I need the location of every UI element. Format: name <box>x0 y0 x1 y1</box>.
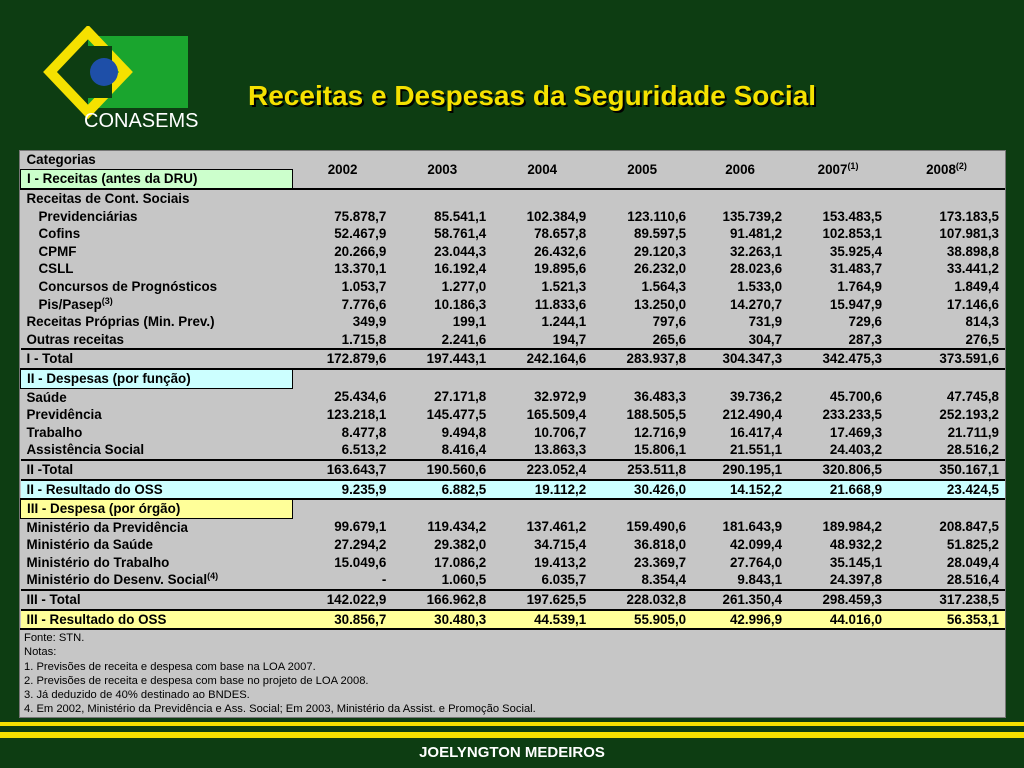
table-cell: 2.241,6 <box>441 331 487 347</box>
table-cell: 261.350,4 <box>692 590 788 610</box>
table-cell: 1.849,4 <box>954 278 999 294</box>
table-cell <box>492 499 592 518</box>
table-cell: 349,9 <box>352 314 387 330</box>
table-row <box>21 460 1006 480</box>
table-cell: 19.895,6 <box>534 261 587 277</box>
table-cell: 342.475,3 <box>788 349 888 369</box>
table-cell: 290.195,1 <box>692 460 788 480</box>
table-cell: 27.171,8 <box>434 389 487 405</box>
table-cell: 1.521,3 <box>541 278 587 294</box>
table-notes <box>20 628 1005 717</box>
table-cell: 31.483,7 <box>829 261 883 277</box>
row-label: Saúde <box>26 389 67 405</box>
table-cell: 11.833,6 <box>534 296 587 312</box>
table-cell <box>888 189 1005 208</box>
table-cell: 212.490,4 <box>722 407 783 423</box>
table-cell <box>492 189 592 208</box>
table-cell: 20.266,9 <box>334 243 387 259</box>
table-cell: 33.441,2 <box>946 261 999 277</box>
table-cell: 197.625,5 <box>492 590 592 610</box>
table-cell: 8.416,4 <box>441 442 487 458</box>
table-cell: 166.962,8 <box>392 590 492 610</box>
table-cell: 135.739,2 <box>722 208 783 224</box>
row-label: Previdência <box>26 407 102 423</box>
table-cell: 25.434,6 <box>334 389 387 405</box>
table-cell: 99.679,1 <box>334 519 387 535</box>
row-label: Assistência Social <box>26 442 145 458</box>
table-cell <box>888 369 1005 388</box>
table-cell <box>592 499 692 518</box>
table-cell: 28.516,4 <box>946 572 999 588</box>
table-cell: 287,3 <box>848 331 883 347</box>
table-cell: 1.060,5 <box>441 572 487 588</box>
note-line: Notas: <box>24 646 57 659</box>
table-cell: 23.424,5 <box>888 480 1005 500</box>
table-cell: 30.426,0 <box>592 480 692 500</box>
table-cell: 1.764,9 <box>837 278 883 294</box>
table-cell: 21.711,9 <box>947 424 999 440</box>
table-cell: 17.146,6 <box>946 296 999 312</box>
table-cell: 9.843,1 <box>737 572 783 588</box>
table-row <box>21 480 1006 500</box>
table-row <box>21 571 1006 590</box>
table-cell: 45.700,6 <box>829 389 883 405</box>
year-header: 2004 <box>527 161 558 177</box>
table-cell: 165.509,4 <box>526 407 587 423</box>
table-cell: - <box>381 572 387 588</box>
table-cell <box>592 189 692 208</box>
table-cell: 153.483,5 <box>822 208 883 224</box>
table-row <box>21 349 1006 369</box>
table-cell: 194,7 <box>552 331 587 347</box>
note-line: 4. Em 2002, Ministério da Previdência e Ass. Social; Em 2003, Ministério da Assist. e Promoção Social. <box>24 703 536 716</box>
row-label: Ministério da Saúde <box>26 537 153 553</box>
row-label: Receitas de Cont. Sociais <box>21 189 293 208</box>
table-cell: 35.145,1 <box>829 554 883 570</box>
table-cell: 304,7 <box>748 331 783 347</box>
table-cell: 38.898,8 <box>946 243 999 259</box>
table-cell: 9.235,9 <box>292 480 392 500</box>
table-cell <box>692 369 788 388</box>
table-cell: 159.490,6 <box>626 519 687 535</box>
table-cell: 199,1 <box>452 314 487 330</box>
table-cell: 32.972,9 <box>534 389 587 405</box>
table-cell: 137.461,2 <box>526 519 587 535</box>
row-label: II - Despesas (por função) <box>21 369 293 388</box>
table-cell: 197.443,1 <box>392 349 492 369</box>
table-cell: 1.053,7 <box>341 278 387 294</box>
table-cell: 142.022,9 <box>292 590 392 610</box>
footer-author: JOELYNGTON MEDEIROS <box>0 738 1024 768</box>
table-cell: 252.193,2 <box>939 407 999 423</box>
year-header: 2006 <box>725 161 755 177</box>
table-cell: 172.879,6 <box>292 349 392 369</box>
table-cell: 102.853,1 <box>822 226 883 242</box>
table-cell: 145.477,5 <box>426 407 487 423</box>
table-row <box>21 536 1006 554</box>
data-table-panel <box>19 150 1006 718</box>
table-cell: 42.099,4 <box>729 537 783 553</box>
table-cell: 1.244,1 <box>541 314 587 330</box>
table-cell: 89.597,5 <box>634 226 687 242</box>
table-cell: 16.192,4 <box>434 261 487 277</box>
page-title: Receitas e Despesas da Seguridade Social <box>248 80 817 111</box>
table-cell: 223.052,4 <box>492 460 592 480</box>
table-cell: 123.110,6 <box>627 208 687 224</box>
table-row <box>21 313 1006 331</box>
table-cell: 21.668,9 <box>788 480 888 500</box>
table-cell: 123.218,1 <box>326 407 387 423</box>
table-cell: 21.551,1 <box>729 442 783 458</box>
table-cell: 19.112,2 <box>492 480 592 500</box>
row-label: Previdenciárias <box>38 208 138 224</box>
table-cell <box>392 499 492 518</box>
table-cell: 55.905,0 <box>592 610 692 629</box>
note-line: 2. Previsões de receita e despesa com base no projeto de LOA 2008. <box>24 674 369 687</box>
row-label: CPMF <box>38 243 77 259</box>
row-label: II -Total <box>21 460 293 480</box>
table-cell: 188.505,5 <box>626 407 687 423</box>
table-cell: 26.432,6 <box>534 243 587 259</box>
table-cell <box>492 369 592 388</box>
table-cell: 29.382,0 <box>434 537 487 553</box>
note-line: 3. Já deduzido de 40% destinado ao BNDES. <box>24 689 250 702</box>
table-cell: 52.467,9 <box>334 226 387 242</box>
table-row <box>21 499 1006 518</box>
table-cell: 1.277,0 <box>441 278 487 294</box>
table-cell: 15.049,6 <box>334 554 387 570</box>
table-cell: 107.981,3 <box>939 226 999 242</box>
year-header: 2002 <box>327 161 358 177</box>
table-cell: 350.167,1 <box>888 460 1005 480</box>
table-cell: 208.847,5 <box>939 519 999 535</box>
table-row <box>21 208 1006 226</box>
table-row <box>21 590 1006 610</box>
table-cell: 814,3 <box>965 314 999 330</box>
table-cell <box>292 369 392 388</box>
table-row <box>21 441 1006 460</box>
table-cell: 28.516,2 <box>946 442 999 458</box>
table-cell: 47.745,8 <box>946 389 999 405</box>
section-header-receitas: I - Receitas (antes da DRU) <box>21 170 293 190</box>
row-label: Ministério do Desenv. Social$^{(4)}$ <box>26 571 219 588</box>
table-cell: 36.818,0 <box>634 537 687 553</box>
table-cell: 48.932,2 <box>829 537 883 553</box>
table-cell: 28.023,6 <box>729 261 783 277</box>
logo-text: CONASEMS <box>84 110 199 132</box>
table-cell: 13.370,1 <box>334 261 387 277</box>
table-cell: 32.263,1 <box>729 243 783 259</box>
table-cell: 24.403,2 <box>829 442 883 458</box>
table-row <box>21 406 1006 424</box>
row-label: I - Total <box>21 349 293 369</box>
table-row <box>21 518 1006 536</box>
table-cell <box>788 369 888 388</box>
table-row <box>21 331 1006 350</box>
year-header: 2007$^{(1)}$ <box>817 160 859 177</box>
table-cell: 85.541,1 <box>434 208 487 224</box>
row-label: Ministério do Trabalho <box>26 554 170 570</box>
table-cell: 14.270,7 <box>729 296 783 312</box>
table-cell: 304.347,3 <box>692 349 788 369</box>
table-cell: 9.494,8 <box>441 424 487 440</box>
table-cell: 75.878,7 <box>334 208 387 224</box>
table-row <box>21 554 1006 572</box>
table-cell <box>788 189 888 208</box>
table-cell: 731,9 <box>748 314 783 330</box>
table-cell: 34.715,4 <box>534 537 587 553</box>
table-cell: 30.856,7 <box>292 610 392 629</box>
row-label: Pis/Pasep$^{(3)}$ <box>38 295 113 312</box>
table-cell: 15.806,1 <box>634 442 687 458</box>
table-cell: 298.459,3 <box>788 590 888 610</box>
table-cell: 30.480,3 <box>392 610 492 629</box>
table-cell: 729,6 <box>848 314 883 330</box>
table-cell: 8.354,4 <box>641 572 687 588</box>
table-cell: 27.294,2 <box>334 537 387 553</box>
year-header: 2005 <box>627 161 658 177</box>
table-cell: 27.764,0 <box>729 554 783 570</box>
table-cell: 119.434,2 <box>427 519 487 535</box>
table-cell: 29.120,3 <box>634 243 687 259</box>
row-label: Outras receitas <box>26 331 125 347</box>
table-cell: 24.397,8 <box>829 572 883 588</box>
table-cell: 23.369,7 <box>634 554 687 570</box>
table-cell: 42.996,9 <box>692 610 788 629</box>
seguridade-table <box>20 151 1005 628</box>
table-cell: 373.591,6 <box>888 349 1005 369</box>
table-cell: 14.152,2 <box>692 480 788 500</box>
table-cell: 19.413,2 <box>534 554 587 570</box>
row-label: II - Resultado do OSS <box>21 480 293 500</box>
table-cell: 1.564,3 <box>641 278 687 294</box>
row-label: Receitas Próprias (Min. Prev.) <box>26 314 215 330</box>
table-cell: 13.250,0 <box>634 296 687 312</box>
note-line: 1. Previsões de receita e despesa com base na LOA 2007. <box>24 660 316 673</box>
table-cell: 35.925,4 <box>829 243 883 259</box>
table-cell: 320.806,5 <box>788 460 888 480</box>
row-label: Trabalho <box>26 424 83 440</box>
table-cell: 10.186,3 <box>434 296 487 312</box>
table-cell: 91.481,2 <box>729 226 783 242</box>
row-label: CSLL <box>38 261 74 277</box>
table-cell: 78.657,8 <box>534 226 587 242</box>
table-cell: 17.469,3 <box>829 424 883 440</box>
table-row <box>21 296 1006 314</box>
table-cell: 233.233,5 <box>822 407 883 423</box>
table-cell: 317.238,5 <box>888 590 1005 610</box>
table-cell: 228.032,8 <box>592 590 692 610</box>
table-row <box>21 225 1006 243</box>
table-row <box>21 189 1006 208</box>
table-cell <box>592 369 692 388</box>
table-cell: 44.539,1 <box>492 610 592 629</box>
table-cell: 6.513,2 <box>341 442 387 458</box>
table-cell <box>392 369 492 388</box>
table-cell <box>392 189 492 208</box>
table-cell: 283.937,8 <box>592 349 692 369</box>
table-row <box>21 278 1006 296</box>
table-cell: 36.483,3 <box>634 389 687 405</box>
note-line: Fonte: STN. <box>24 632 85 645</box>
year-header: 2008$^{(2)}$ <box>926 160 967 177</box>
table-cell: 276,5 <box>965 331 999 347</box>
table-cell <box>292 189 392 208</box>
table-cell: 253.511,8 <box>592 460 692 480</box>
table-cell: 8.477,8 <box>341 424 387 440</box>
table-cell: 102.384,9 <box>526 208 587 224</box>
table-cell: 44.016,0 <box>788 610 888 629</box>
table-cell <box>292 499 392 518</box>
table-cell: 190.560,6 <box>392 460 492 480</box>
table-cell: 28.049,4 <box>946 554 999 570</box>
table-row <box>21 243 1006 261</box>
table-cell: 17.086,2 <box>434 554 487 570</box>
table-cell: 1.533,0 <box>737 278 783 294</box>
table-cell: 51.825,2 <box>946 537 999 553</box>
table-cell <box>692 189 788 208</box>
table-cell <box>692 499 788 518</box>
table-cell: 189.984,2 <box>822 519 883 535</box>
table-cell: 163.643,7 <box>292 460 392 480</box>
table-cell <box>888 499 1005 518</box>
table-cell: 181.643,9 <box>722 519 783 535</box>
table-row <box>21 610 1006 629</box>
row-label: III - Total <box>21 590 293 610</box>
table-cell: 23.044,3 <box>434 243 487 259</box>
table-cell <box>788 499 888 518</box>
table-cell: 39.736,2 <box>729 389 783 405</box>
row-label: III - Resultado do OSS <box>21 610 293 629</box>
row-label: Ministério da Previdência <box>26 519 188 535</box>
table-cell: 1.715,8 <box>341 331 387 347</box>
table-cell: 797,6 <box>652 314 687 330</box>
row-label: Cofins <box>38 226 81 242</box>
table-cell: 10.706,7 <box>534 424 587 440</box>
table-cell: 6.035,7 <box>541 572 587 588</box>
table-cell: 15.947,9 <box>829 296 883 312</box>
table-cell: 56.353,1 <box>888 610 1005 629</box>
table-row <box>21 424 1006 442</box>
table-cell: 12.716,9 <box>634 424 687 440</box>
table-cell: 16.417,4 <box>729 424 783 440</box>
table-cell: 242.164,6 <box>492 349 592 369</box>
category-header: Categorias <box>26 152 96 168</box>
logo-blue-circle <box>90 58 118 86</box>
table-cell: 6.882,5 <box>392 480 492 500</box>
table-row <box>21 388 1006 406</box>
table-cell: 7.776,6 <box>341 296 387 312</box>
row-label: Concursos de Prognósticos <box>38 278 218 294</box>
table-row <box>21 260 1006 278</box>
table-cell: 265,6 <box>652 331 687 347</box>
table-cell: 26.232,0 <box>634 261 687 277</box>
table-cell: 13.863,3 <box>534 442 587 458</box>
table-row <box>21 369 1006 388</box>
table-cell: 58.761,4 <box>434 226 487 242</box>
year-header: 2003 <box>427 161 458 177</box>
row-label: III - Despesa (por órgão) <box>21 499 293 518</box>
table-cell: 173.183,5 <box>939 208 999 224</box>
table-body <box>21 189 1006 628</box>
